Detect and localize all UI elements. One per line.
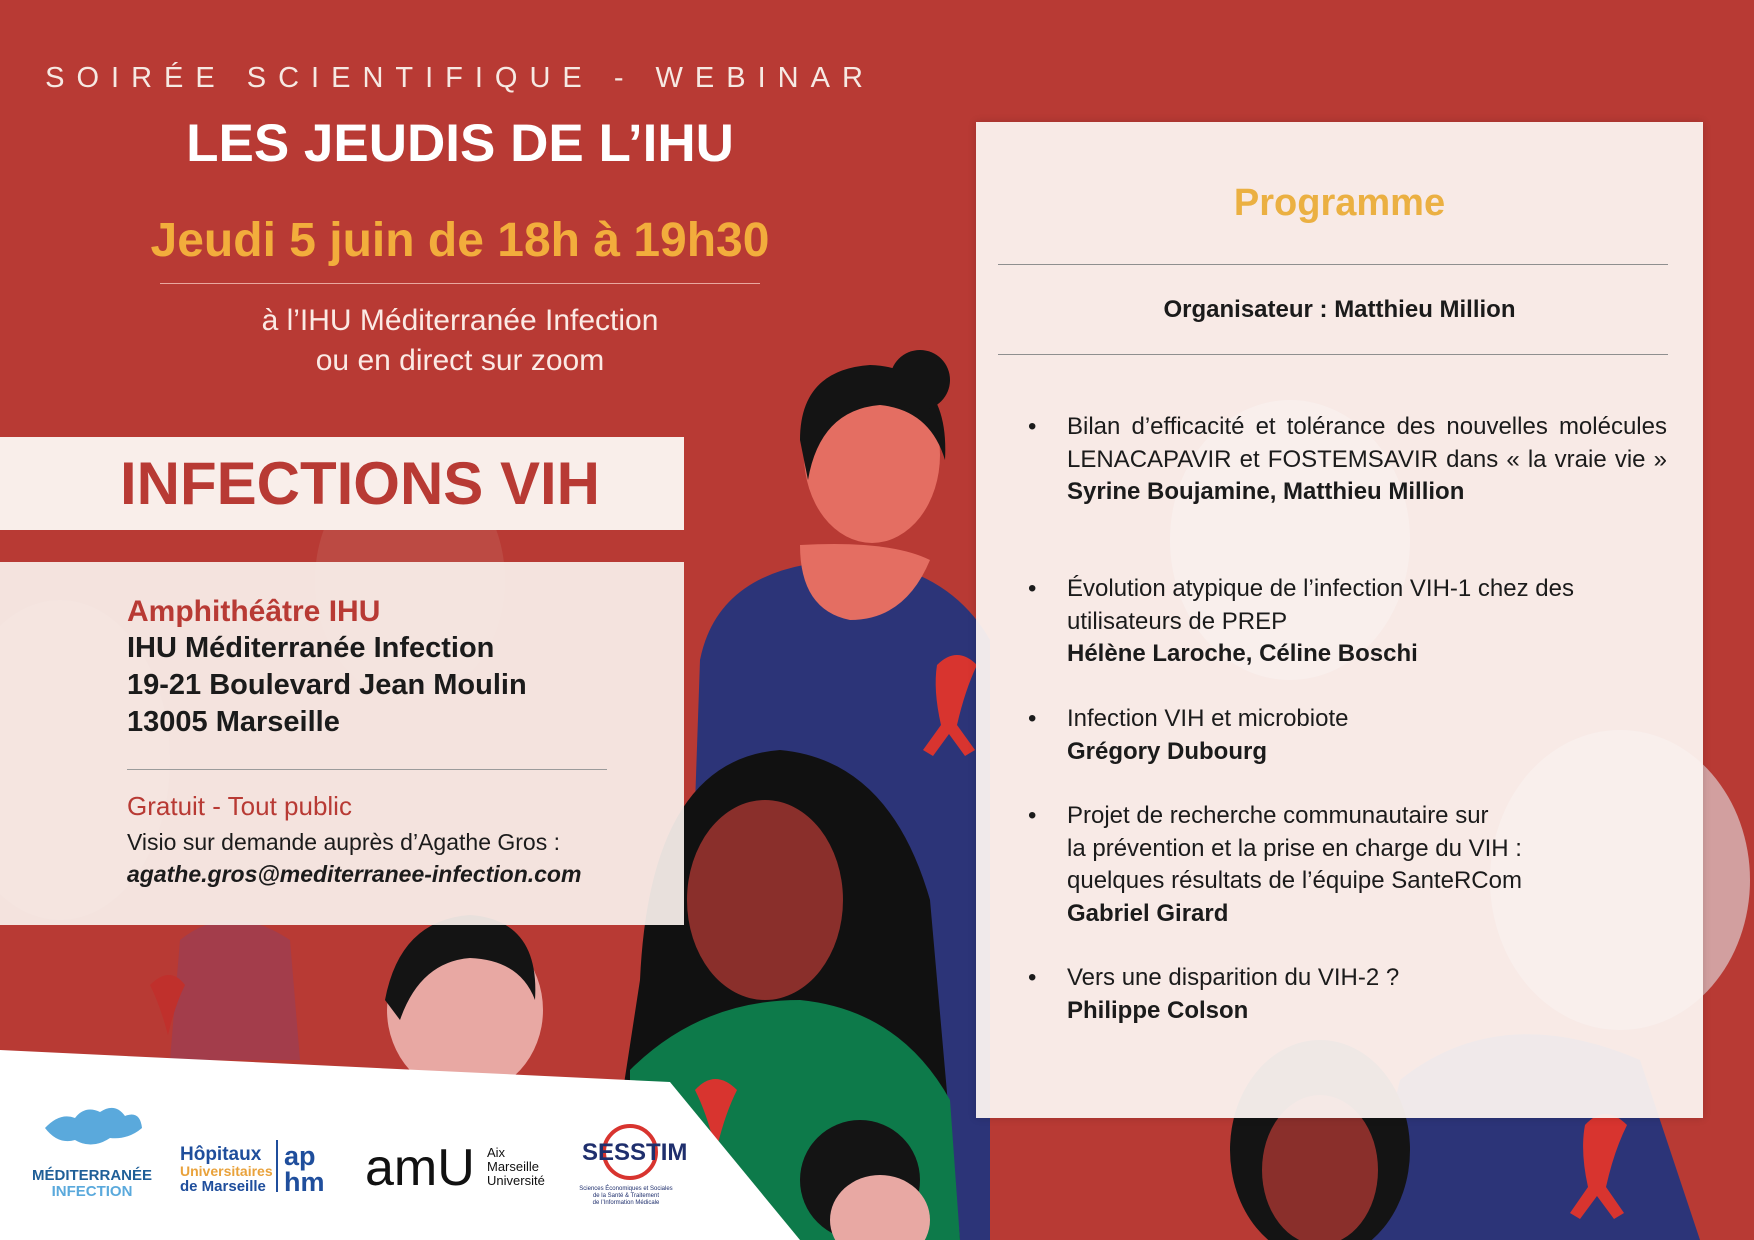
event-date: Jeudi 5 juin de 18h à 19h30 bbox=[150, 214, 770, 267]
sesstim-line-2: de la Santé & Traitement bbox=[592, 1193, 660, 1199]
contact-email-link[interactable]: agathe.gros@mediterranee-infection.com bbox=[127, 861, 582, 887]
venue-divider bbox=[127, 769, 607, 770]
topic-title: INFECTIONS VIH bbox=[119, 450, 601, 517]
date-divider bbox=[160, 283, 760, 284]
programme-title: Programme bbox=[1233, 182, 1446, 224]
event-kicker: SOIRÉE SCIENTIFIQUE - WEBINAR bbox=[45, 62, 875, 94]
talk-title: Infection VIH et microbiote bbox=[1067, 705, 1349, 732]
programme-panel bbox=[976, 122, 1703, 1118]
amu-mark: amU bbox=[365, 1139, 475, 1197]
access-info: Gratuit - Tout public bbox=[127, 791, 352, 821]
event-title: LES JEUDIS DE L’IHU bbox=[186, 114, 734, 173]
aphm-mark-line-1: ap bbox=[284, 1141, 316, 1171]
amu-line-3: Université bbox=[487, 1173, 545, 1188]
bullet-icon: • bbox=[1028, 964, 1037, 991]
bullet-icon: • bbox=[1028, 802, 1037, 829]
programme-divider-bottom bbox=[998, 354, 1668, 355]
talk-speakers: Philippe Colson bbox=[1067, 996, 1249, 1024]
location-line-2: ou en direct sur zoom bbox=[315, 344, 605, 377]
venue-name: Amphithéâtre IHU bbox=[127, 595, 381, 628]
amu-line-2: Marseille bbox=[487, 1159, 540, 1174]
amu-line-1: Aix bbox=[487, 1145, 506, 1160]
talk-title: Vers une disparition du VIH-2 ? bbox=[1067, 964, 1400, 991]
hopitaux-line-1: Hôpitaux bbox=[180, 1144, 262, 1165]
programme-divider-top bbox=[998, 264, 1668, 265]
venue-box bbox=[0, 562, 684, 925]
venue-address-line-1: IHU Méditerranée Infection bbox=[127, 632, 495, 664]
talk-title: Bilan d’efficacité et tolérance des nouvelles molécules LENACAPAVIR et FOSTEMSAVIR dans « la vraie vie » bbox=[1067, 413, 1667, 473]
programme-organizer: Organisateur : Matthieu Million bbox=[1163, 296, 1516, 323]
bullet-icon: • bbox=[1028, 413, 1037, 440]
venue-address-line-3: 13005 Marseille bbox=[127, 706, 340, 738]
bullet-icon: • bbox=[1028, 575, 1037, 602]
topic-banner bbox=[0, 437, 684, 530]
talk-speakers: Syrine Boujamine, Matthieu Million bbox=[1067, 478, 1465, 505]
visio-info: Visio sur demande auprès d’Agathe Gros : bbox=[127, 829, 560, 855]
ihu-logo-line-1: MÉDITERRANÉE bbox=[31, 1167, 153, 1184]
sesstim-mark: SESSTIM bbox=[582, 1139, 688, 1166]
sesstim-line-1: Sciences Économiques et Sociales bbox=[579, 1186, 673, 1192]
ihu-logo-line-2: INFECTION bbox=[51, 1183, 133, 1200]
bullet-icon: • bbox=[1028, 705, 1037, 732]
sesstim-line-3: de l’Information Médicale bbox=[592, 1200, 660, 1206]
talk-speakers: Gabriel Girard bbox=[1067, 899, 1229, 927]
talk-title: Évolution atypique de l’infection VIH-1 chez des utilisateurs de PREP bbox=[1067, 575, 1574, 635]
aphm-mark-line-2: hm bbox=[284, 1167, 325, 1197]
venue-address-line-2: 19-21 Boulevard Jean Moulin bbox=[127, 669, 527, 701]
talk-title: Projet de recherche communautaire sur la prévention et la prise en charge du VIH : quelques résultats de l’équipe SanteRCom bbox=[1067, 802, 1522, 894]
talk-speakers: Hélène Laroche, Céline Boschi bbox=[1067, 640, 1418, 667]
hopitaux-line-3: de Marseille bbox=[180, 1178, 266, 1195]
talk-speakers: Grégory Dubourg bbox=[1067, 737, 1268, 765]
location-line-1: à l’IHU Méditerranée Infection bbox=[261, 304, 659, 337]
hopitaux-line-2: Universitaires bbox=[180, 1163, 273, 1179]
